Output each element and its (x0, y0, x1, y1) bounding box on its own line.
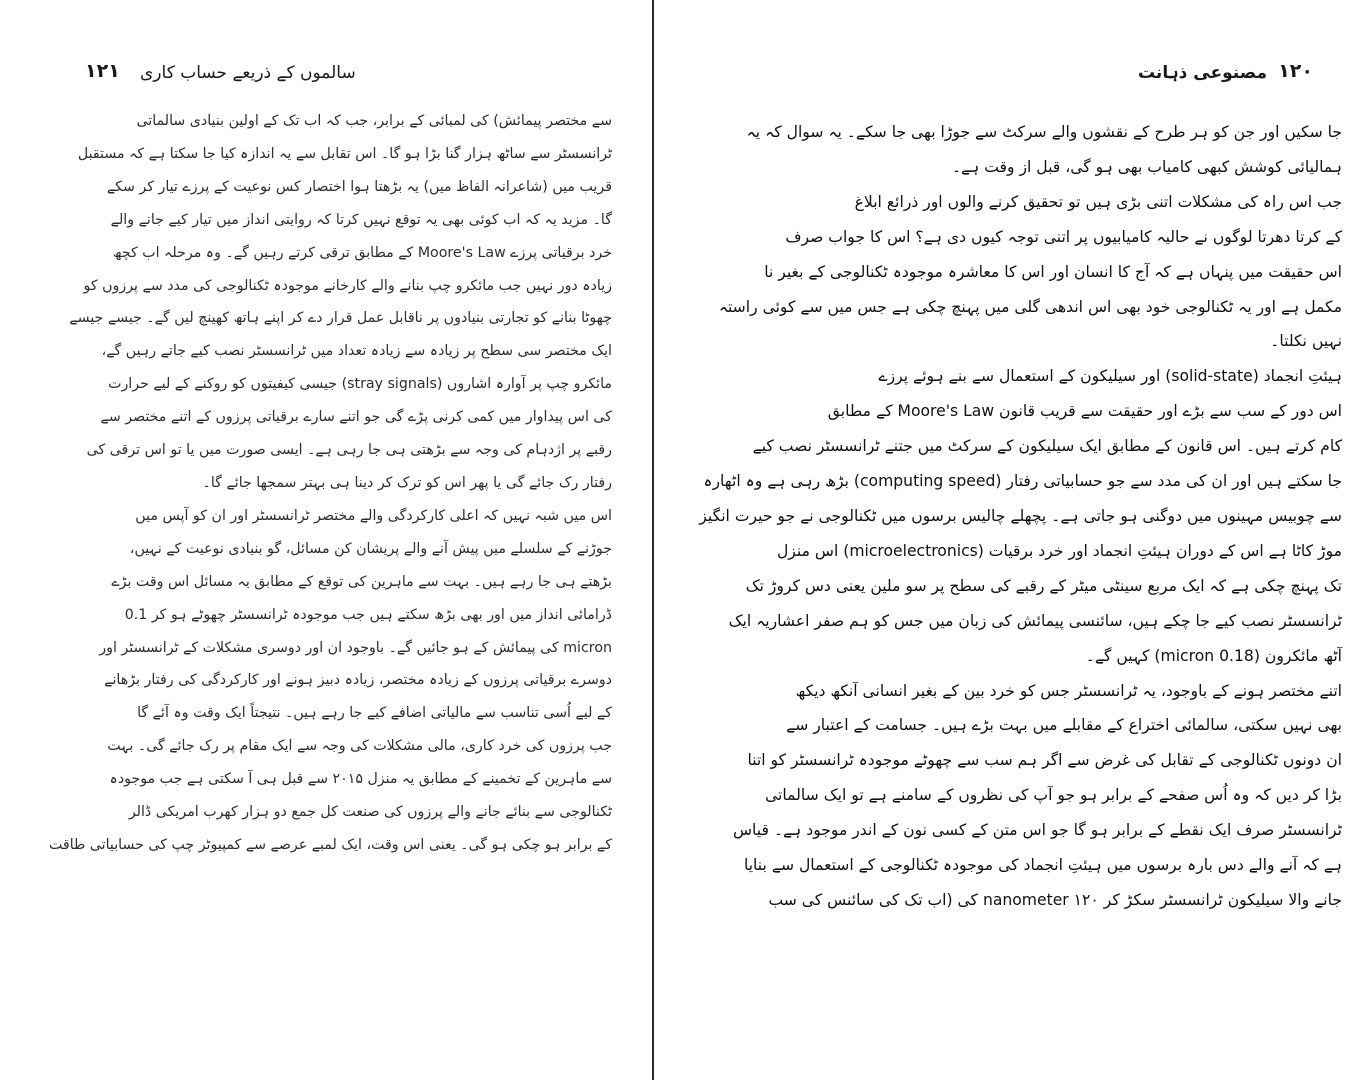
text-line: خرد برقیاتی پرزے Moore's Law کے مطابق ترقی کرتے رہیں گے۔ وہ مرحلہ اب کچھ (112, 244, 612, 261)
text-line: مکمل ہے اور یہ ٹکنالوجی خود بھی اس اندھی گلی میں پہنچ چکی ہے جس میں سے کوئی راستہ (718, 297, 1342, 316)
left-page-header (85, 60, 615, 90)
text-line: بھی نہیں سکتی، سالمائی اختراع کے مقابلے میں بہت بڑے ہیں۔ جسامت کے اعتبار سے (786, 716, 1342, 735)
text-line: ٹرانسسٹر صرف ایک نقطے کے برابر ہو گا جو اس متن کے کسی نون کے اندر موجود ہے۔ قیاس (732, 821, 1342, 840)
text-line: مائکرو چپ پر آوارہ اشاروں (stray signals) جیسی کیفیتوں کو روکنے کے لیے حرارت (108, 376, 612, 393)
text-line: اس حقیقت میں پنہاں ہے کہ آج کا انسان اور اس کا معاشرہ موجودہ ٹکنالوجی کے بغیر نا (764, 262, 1342, 281)
text-line: کی اس پیداوار میں کمی کرنی پڑے گی جو اتنے سارے برقیاتی پرزوں کے اتنے مختصر سے (100, 409, 612, 426)
text-line: جوڑنے کے سلسلے میں پیش آنے والے پریشان کن مسائل، گو بنیادی نوعیت کے نہیں، (129, 540, 612, 557)
text-line: ایک مختصر سی سطح پر زیادہ سے زیادہ تعداد میں ٹرانسسٹر نصب کیے جاتے رہیں گے، (101, 343, 612, 360)
text-line: نہیں نکلتا۔ (1270, 332, 1342, 351)
text-line: زیادہ دور نہیں جب مائکرو چپ بنانے والے کارخانے موجودہ ٹکنالوجی کی مدد سے پرزوں کو (83, 277, 612, 294)
text-line: ہے کہ آنے والے دس بارہ برسوں میں ہیئتِ انجماد کی موجودہ ٹکنالوجی کے استعمال سے بنایا (743, 856, 1342, 875)
right-page-number: ۱۲۰ (1278, 60, 1313, 82)
text-line: جانے والا سیلیکون ٹرانسسٹر سکڑ کر ۱۲۰ nanometer کی (اب تک کی سائنس کی سب (768, 890, 1342, 909)
text-line: بڑھتے ہی جا رہے ہیں۔ بہت سے ماہرین کی توقع کے مطابق یہ مسائل اس وقت بڑے (111, 573, 612, 590)
text-line: کے برابر ہو چکی ہو گی۔ یعنی اس وقت، ایک لمبے عرصے سے کمپیوٹر چپ کی حسابیاتی طاقت (48, 836, 612, 853)
text-line: جب اس راہ کی مشکلات اتنی بڑی ہیں تو تحقیق کرنے والوں اور ذرائع ابلاغ (854, 192, 1342, 211)
text-line: کے لیے اُسی تناسب سے مالیاتی اضافے کیے جا رہے ہیں۔ نتیجتاً ایک وقت وہ آئے گا (137, 705, 612, 722)
text-line: کام کرتے ہیں۔ اس قانون کے مطابق ایک سیلیکون کے سرکٹ میں جتنے ٹرانسسٹر نصب کیے (752, 437, 1342, 456)
text-line: قریب میں (شاعرانہ الفاظ میں) یہ بڑھتا ہوا اختصار کس نوعیت کے پرزے تیار کر سکے (106, 178, 612, 195)
text-line: ٹرانسسٹر نصب کیے جا چکے ہیں، سائنسی پیمائش کی زبان میں جس کو ہم صفر اعشاریہ ایک (728, 611, 1342, 630)
left-page-body (48, 105, 612, 862)
left-page (0, 0, 652, 1080)
text-line: جب پرزوں کی خرد کاری، مالی مشکلات کی وجہ سے ایک مقام پر رک جائے گی۔ بہت (107, 738, 612, 755)
text-line: ہمالیائی کوشش کبھی کامیاب بھی ہو گی، قبل از وقت ہے۔ (951, 157, 1342, 176)
text-line: سے مختصر پیمائش) کی لمبائی کے برابر، جب کہ اب تک کے اولین بنیادی سالماتی (136, 113, 612, 129)
text-line: گا۔ مزید یہ کہ اب کوئی بھی یہ توقع نہیں کرتا کہ روایتی انداز میں تیار کیے جانے والے (110, 211, 612, 228)
right-running-title: مصنوعی ذہانت (1137, 63, 1267, 83)
text-line: جا سکیں اور جن کو ہر طرح کے نقشوں والے سرکٹ سے جوڑا بھی جا سکے۔ یہ سوال کہ یہ (746, 123, 1342, 141)
text-line: اس میں شبہ نہیں کہ اعلی کارکردگی والے مختصر ٹرانسسٹر اور ان کو آپس میں (135, 507, 612, 524)
text-line: کے کرتا دھرتا لوگوں نے حالیہ کامیابیوں پر اتنی توجہ کیوں دی ہے؟ اس کا جواب صرف (785, 227, 1342, 246)
text-line: ڈرامائی انداز میں اور بھی بڑھ سکتے ہیں جب موجودہ ٹرانسسٹر چھوٹے ہو کر 0.1 (124, 606, 612, 623)
text-line: موڑ کاٹا ہے اس کے دوران ہیئتِ انجماد اور خرد برقیات (microelectronics) اس منزل (776, 541, 1342, 560)
text-line: رفتار رک جائے گی یا پھر اس کو ترک کر دینا ہی بہتر سمجھا جائے گا۔ (202, 474, 612, 491)
text-line: micron کی پیمائش کے ہو جائیں گے۔ باوجود ان اور دوسری مشکلات کے ٹرانسسٹر اور (99, 639, 612, 656)
text-line: رقبے پر اژدہام کی وجہ سے بڑھتی ہی جا رہی ہے۔ ایسی صورت میں یا تو اس ترقی کی (86, 442, 612, 459)
text-line: دوسرے برقیاتی پرزوں کے زیادہ مختصر، زیادہ دبیز ہونے اور کارکردگی کی رفتار بڑھانے (104, 672, 612, 689)
left-running-title: سالموں کے ذریعے حساب کاری (140, 63, 356, 83)
text-line: چھوٹا بنانے کو تجارتی بنیادوں پر ناقابل عمل قرار دے کر اپنے ہاتھ کھینچ لیں گے۔ جیسے جیسے (69, 310, 612, 327)
text-line: سے ماہرین کے تخمینے کے مطابق یہ منزل ۲۰۱۵ سے قبل ہی آ سکتی ہے جب موجودہ (109, 771, 612, 788)
text-line: ٹرانسسٹر سے ساٹھ ہزار گنا بڑا ہو گا۔ اس تقابل سے یہ اندازہ کیا جا سکتا ہے کہ مستقبل (77, 145, 612, 162)
left-page-number: ۱۲۱ (85, 60, 120, 82)
text-line: تک پہنچ چکی ہے کہ ایک مربع سینٹی میٹر کے رقبے کی سطح پر سو ملین یعنی دس کروڑ تک (745, 576, 1342, 595)
text-line: جا سکتے ہیں اور ان کی مدد سے جو حسابیاتی رفتار (computing speed) بڑھ رہی ہے وہ اٹھارہ (703, 472, 1342, 491)
book-gutter-divider (652, 0, 654, 1080)
right-page (658, 0, 1345, 1080)
right-page-header (723, 60, 1313, 90)
text-line: سے چوبیس مہینوں میں دوگنی ہو جاتی ہے۔ پچھلے چالیس برسوں میں ٹکنالوجی نے جو حیرت انگیز (699, 506, 1342, 525)
text-line: ٹکنالوجی سے بنائے جانے والے پرزوں کی صنعت کل جمع دو ہزار کھرب امریکی ڈالر (128, 804, 612, 821)
right-page-body (699, 115, 1342, 918)
text-line: آٹھ مائکرون (0.18 micron) کہیں گے۔ (1085, 646, 1342, 665)
text-line: ان دونوں ٹکنالوجی کے تقابل کی غرض سے اگر ہم سب سے چھوٹے موجودہ ٹرانسسٹر کو اتنا (747, 751, 1342, 770)
text-line: اتنے مختصر ہونے کے باوجود، یہ ٹرانسسٹر جس کو خرد بین کے بغیر انسانی آنکھ دیکھ (795, 681, 1342, 700)
text-line: بڑا کر دیں کہ وہ اُس صفحے کے برابر ہو جو آپ کی نظروں کے سامنے ہے تو ایک سالماتی (765, 786, 1342, 805)
text-line: اس دور کے سب سے بڑے اور حقیقت سے قریب قانون Moore's Law کے مطابق (827, 402, 1342, 421)
text-line: ہیئتِ انجماد (solid-state) اور سیلیکون کے استعمال سے بنے ہوئے پرزے (878, 367, 1342, 386)
